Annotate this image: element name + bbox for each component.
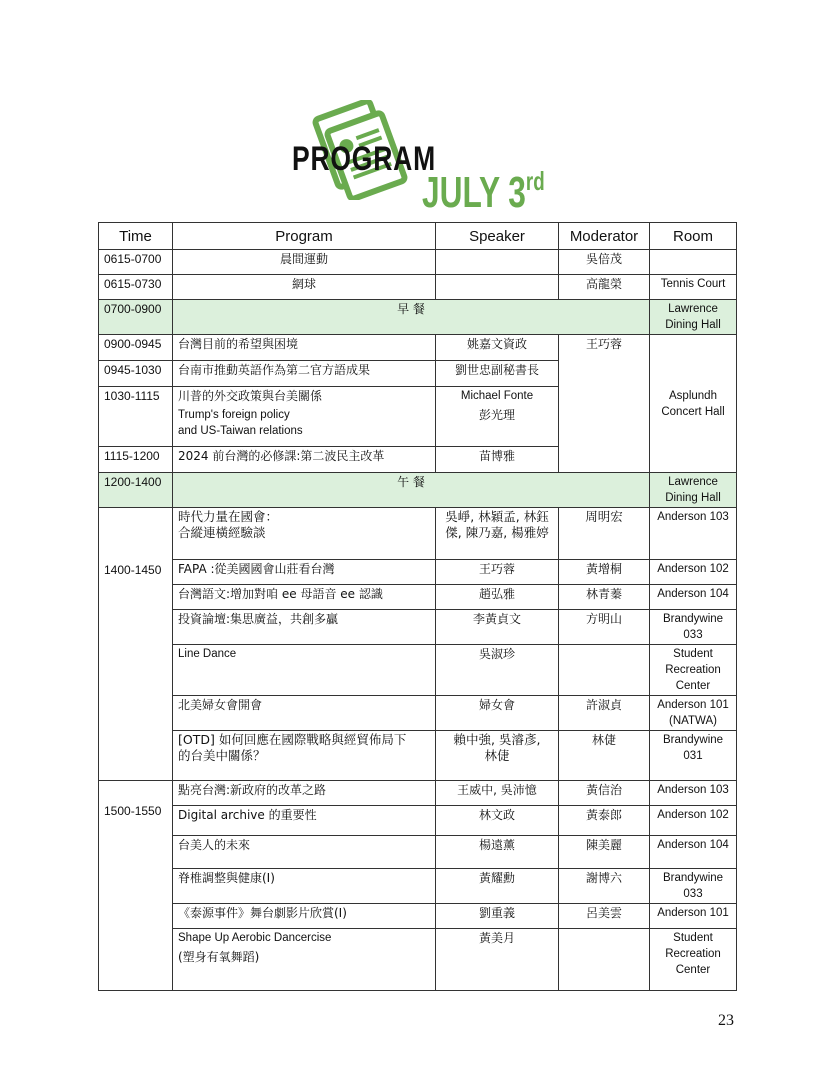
moderator-cell: 周明宏 bbox=[559, 508, 650, 560]
speaker-cell bbox=[436, 387, 559, 447]
time-cell: 0900-0945 bbox=[99, 335, 173, 361]
room-cell: Brandywine 033 bbox=[650, 869, 737, 904]
page-number: 23 bbox=[718, 1012, 734, 1029]
column-header: Program bbox=[173, 223, 436, 250]
table-row bbox=[99, 610, 737, 645]
speaker-line: 賴中強, 吳濬彥, bbox=[453, 732, 541, 747]
column-header: Room bbox=[650, 223, 737, 250]
speaker-cell: 李黃貞文 bbox=[436, 610, 559, 645]
room-cell: Anderson 103 bbox=[650, 781, 737, 806]
moderator-cell: 呂美雲 bbox=[559, 904, 650, 929]
program-subtitle: Trump's foreign policy bbox=[178, 409, 290, 422]
program-subtitle: and US-Taiwan relations bbox=[178, 425, 303, 438]
moderator-cell: 許淑貞 bbox=[559, 696, 650, 731]
speaker-cell: 劉重義 bbox=[436, 904, 559, 929]
program-cell: 2024 前台灣的必修課:第二波民主改革 bbox=[173, 446, 436, 472]
program-cell bbox=[173, 387, 436, 447]
moderator-cell: 黃增桐 bbox=[559, 560, 650, 585]
table-row bbox=[99, 473, 737, 508]
moderator-cell: 林倢 bbox=[559, 731, 650, 781]
program-cell: 晨間運動 bbox=[173, 250, 436, 275]
room-cell: Anderson 102 bbox=[650, 806, 737, 836]
speaker-line: 林倢 bbox=[484, 748, 510, 763]
moderator-cell: 黃信治 bbox=[559, 781, 650, 806]
table-row bbox=[99, 560, 737, 585]
time-cell: 0700-0900 bbox=[99, 300, 173, 335]
moderator-cell: 林青蓁 bbox=[559, 585, 650, 610]
speaker-cell: 黃美月 bbox=[436, 929, 559, 991]
program-table bbox=[98, 222, 737, 991]
time-cell: 1400-1450 bbox=[99, 508, 173, 781]
table-row bbox=[99, 836, 737, 869]
program-cell bbox=[173, 731, 436, 781]
room-cell: Brandywine 033 bbox=[650, 610, 737, 645]
speaker-name: Michael Fonte bbox=[460, 390, 534, 403]
speaker-cell: 婦女會 bbox=[436, 696, 559, 731]
time-cell: 1030-1115 bbox=[99, 387, 173, 447]
moderator-cell: 王巧蓉 bbox=[559, 335, 650, 473]
table-row bbox=[99, 869, 737, 904]
room-cell: Lawrence Dining Hall bbox=[650, 300, 737, 335]
program-cell bbox=[173, 508, 436, 560]
speaker-name: 彭光理 bbox=[478, 408, 515, 423]
program-line: 時代力量在國會： bbox=[178, 509, 279, 524]
page-header bbox=[0, 0, 835, 220]
program-cell: 台美人的未來 bbox=[173, 836, 436, 869]
time-cell: 1200-1400 bbox=[99, 473, 173, 508]
table-row bbox=[99, 929, 737, 991]
speaker-cell: 林文政 bbox=[436, 806, 559, 836]
moderator-cell: 吳倍茂 bbox=[559, 250, 650, 275]
table-row bbox=[99, 508, 737, 560]
speaker-cell: 王巧蓉 bbox=[436, 560, 559, 585]
program-cell: 台灣目前的希望與困境 bbox=[173, 335, 436, 361]
speaker-cell: 苗博雅 bbox=[436, 446, 559, 472]
program-cell: 網球 bbox=[173, 275, 436, 300]
room-cell: Tennis Court bbox=[650, 275, 737, 300]
program-cell: 《泰源事件》舞台劇影片欣賞(I) bbox=[173, 904, 436, 929]
program-cell bbox=[173, 929, 436, 991]
moderator-cell: 方明山 bbox=[559, 610, 650, 645]
program-line: 合縱連橫經驗談 bbox=[178, 525, 266, 540]
table-row bbox=[99, 731, 737, 781]
page-title: PROGRAM bbox=[292, 140, 436, 178]
table-row bbox=[99, 300, 737, 335]
room-cell: Brandywine 031 bbox=[650, 731, 737, 781]
moderator-cell: 謝博六 bbox=[559, 869, 650, 904]
room-cell bbox=[650, 250, 737, 275]
program-cell: 早 餐 bbox=[173, 300, 650, 335]
speaker-cell: 姚嘉文資政 bbox=[436, 335, 559, 361]
column-header: Moderator bbox=[559, 223, 650, 250]
time-cell: 0615-0700 bbox=[99, 250, 173, 275]
room-cell: Lawrence Dining Hall bbox=[650, 473, 737, 508]
room-cell: Anderson 102 bbox=[650, 560, 737, 585]
program-cell: 台灣語文:增加對咱 ee 母語音 ee 認識 bbox=[173, 585, 436, 610]
room-cell: Anderson 103 bbox=[650, 508, 737, 560]
table-header-row bbox=[99, 223, 737, 250]
moderator-cell: 陳美麗 bbox=[559, 836, 650, 869]
moderator-cell bbox=[559, 929, 650, 991]
speaker-cell: 黃耀勳 bbox=[436, 869, 559, 904]
time-cell: 0945-1030 bbox=[99, 361, 173, 387]
table-row bbox=[99, 645, 737, 696]
speaker-cell bbox=[436, 275, 559, 300]
column-header: Time bbox=[99, 223, 173, 250]
speaker-line: 吳崢, 林穎孟, 林鈺 bbox=[445, 509, 549, 524]
program-cell: 北美婦女會開會 bbox=[173, 696, 436, 731]
room-cell: Anderson 104 bbox=[650, 585, 737, 610]
column-header: Speaker bbox=[436, 223, 559, 250]
program-cell: 脊椎調整與健康(I) bbox=[173, 869, 436, 904]
table-row bbox=[99, 585, 737, 610]
program-title: 川普的外交政策與台美關係 bbox=[178, 389, 323, 404]
table-row bbox=[99, 904, 737, 929]
program-cell: Line Dance bbox=[173, 645, 436, 696]
program-line: Shape Up Aerobic Dancercise bbox=[178, 932, 332, 944]
table-row bbox=[99, 275, 737, 300]
speaker-cell: 劉世忠副秘書長 bbox=[436, 361, 559, 387]
table-row bbox=[99, 781, 737, 806]
program-line: (塑身有氧舞蹈) bbox=[178, 950, 260, 964]
room-cell: Anderson 104 bbox=[650, 836, 737, 869]
time-cell: 0615-0730 bbox=[99, 275, 173, 300]
program-cell: 午 餐 bbox=[173, 473, 650, 508]
program-line: 的台美中關係？ bbox=[178, 748, 266, 763]
speaker-cell bbox=[436, 508, 559, 560]
speaker-cell bbox=[436, 731, 559, 781]
room-cell: Anderson 101 (NATWA) bbox=[650, 696, 737, 731]
moderator-cell: 高龍榮 bbox=[559, 275, 650, 300]
program-cell: 點亮台灣:新政府的改革之路 bbox=[173, 781, 436, 806]
page-date: JULY 3rd bbox=[422, 166, 545, 217]
program-cell: FAPA :從美國國會山莊看台灣 bbox=[173, 560, 436, 585]
speaker-cell bbox=[436, 250, 559, 275]
speaker-cell: 王威中, 吳沛憶 bbox=[436, 781, 559, 806]
moderator-cell bbox=[559, 645, 650, 696]
speaker-cell: 趙弘雅 bbox=[436, 585, 559, 610]
program-line: [OTD] 如何回應在國際戰略與經貿佈局下 bbox=[178, 732, 407, 747]
room-cell: Anderson 101 bbox=[650, 904, 737, 929]
time-cell: 1500-1550 bbox=[99, 781, 173, 991]
time-cell: 1115-1200 bbox=[99, 446, 173, 472]
speaker-cell: 楊遠薰 bbox=[436, 836, 559, 869]
speaker-line: 傑, 陳乃嘉, 楊雅婷 bbox=[445, 525, 549, 540]
room-cell: Asplundh Concert Hall bbox=[650, 335, 737, 473]
program-cell: 投資論壇:集思廣益，共創多贏 bbox=[173, 610, 436, 645]
room-cell: Student Recreation Center bbox=[650, 929, 737, 991]
room-cell: Student Recreation Center bbox=[650, 645, 737, 696]
program-cell: 台南市推動英語作為第二官方語成果 bbox=[173, 361, 436, 387]
program-cell: Digital archive 的重要性 bbox=[173, 806, 436, 836]
speaker-cell: 吳淑珍 bbox=[436, 645, 559, 696]
table-row bbox=[99, 335, 737, 361]
table-row bbox=[99, 806, 737, 836]
table-row bbox=[99, 696, 737, 731]
table-row bbox=[99, 250, 737, 275]
moderator-cell: 黃泰郎 bbox=[559, 806, 650, 836]
